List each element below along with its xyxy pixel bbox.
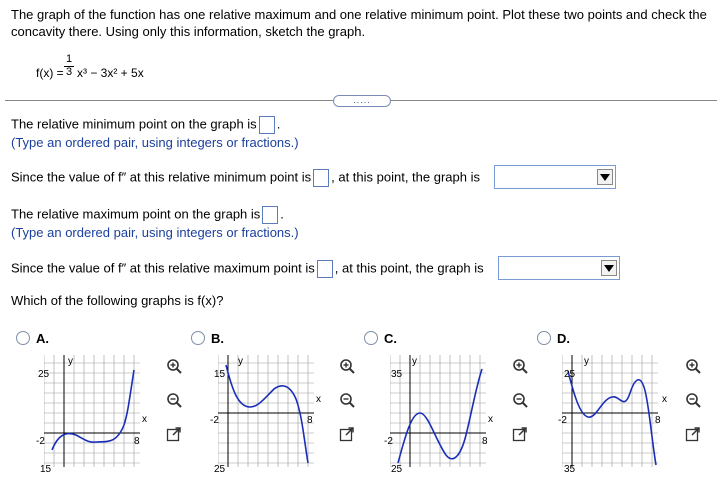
min-concavity-row <box>11 169 480 187</box>
grid <box>562 355 658 467</box>
min-point-hint: (Type an ordered pair, using integers or fractions.) <box>11 135 299 150</box>
graph-a-xleft: -2 <box>36 436 45 447</box>
graph-a-yaxis-label: y <box>68 356 73 367</box>
graph-c-ybottom: 25 <box>391 464 403 475</box>
min-concavity-dropdown[interactable] <box>494 165 616 189</box>
graph-c-yaxis-label: y <box>412 356 417 367</box>
min-point-row: The relative minimum point on the graph is . <box>11 116 280 134</box>
graph-d-popout-icon[interactable] <box>685 426 701 442</box>
option-b-label: B. <box>211 331 224 346</box>
option-c[interactable] <box>364 331 397 346</box>
graph-d-xleft: -2 <box>558 415 567 426</box>
graph-c-zoom-out-icon[interactable] <box>512 392 528 408</box>
graph-a-zoom-out-icon[interactable] <box>166 392 182 408</box>
graph-d <box>562 355 658 467</box>
graph-d-xright: 8 <box>655 415 661 426</box>
graph-c-ytop: 35 <box>391 369 403 380</box>
min-fpp-text: Since the value of f″ at this relative minimum point is <box>11 169 312 185</box>
min-point-text: The relative minimum point on the graph is <box>11 116 257 132</box>
max-point-row: The relative maximum point on the graph is . <box>11 206 284 224</box>
graph-c-zoom-in-icon[interactable] <box>512 358 528 374</box>
graph-c <box>390 355 486 467</box>
graph-d-zoom-in-icon[interactable] <box>685 358 701 374</box>
graph-b-zoom-in-icon[interactable] <box>339 358 355 374</box>
function-formula <box>36 53 236 86</box>
graph-d-zoom-out-icon[interactable] <box>685 392 701 408</box>
option-b[interactable] <box>191 331 224 346</box>
graph-b-zoom-out-icon[interactable] <box>339 392 355 408</box>
max-concavity-dropdown[interactable] <box>498 256 620 280</box>
radio-b[interactable] <box>191 331 205 345</box>
graph-b-xaxis-label: x <box>316 394 321 405</box>
graph-question: Which of the following graphs is f(x)? <box>11 293 224 308</box>
max-point-answer-box[interactable] <box>262 206 278 224</box>
graph-b-ybottom: 25 <box>214 464 226 475</box>
graph-a-xright: 8 <box>134 436 140 447</box>
min-point-answer-box[interactable] <box>259 116 275 134</box>
graph-a-ybottom: 15 <box>40 464 52 475</box>
prompt-line-1: The graph of the function has one relative maximum and one relative minimum point. Plot these two points and check the <box>11 7 707 22</box>
graph-d-yaxis-label: y <box>584 356 589 367</box>
curve <box>226 365 308 463</box>
radio-d[interactable] <box>537 331 551 345</box>
prompt-line-2: concavity there. Using only this information, sketch the graph. <box>11 24 366 39</box>
graph-a-xaxis-label: x <box>142 414 147 425</box>
formula-rest: x³ − 3x² + 5x <box>77 66 144 80</box>
min-fpp-answer-box[interactable] <box>313 169 329 187</box>
graph-d-ybottom: 35 <box>564 464 576 475</box>
question-prompt <box>11 6 711 40</box>
option-c-label: C. <box>384 331 397 346</box>
graph-c-xleft: -2 <box>384 436 393 447</box>
grid <box>44 355 140 467</box>
max-fpp-answer-box[interactable] <box>317 260 333 278</box>
graph-b-yaxis-label: y <box>238 356 243 367</box>
chevron-down-icon[interactable] <box>601 260 617 276</box>
graph-c-xaxis-label: x <box>488 414 493 425</box>
fraction-numerator: 1 <box>65 53 73 65</box>
max-point-hint: (Type an ordered pair, using integers or fractions.) <box>11 225 299 240</box>
radio-c[interactable] <box>364 331 378 345</box>
graph-b-ytop: 15 <box>214 369 226 380</box>
graph-a-zoom-in-icon[interactable] <box>166 358 182 374</box>
graph-a-popout-icon[interactable] <box>166 426 182 442</box>
radio-a[interactable] <box>16 331 30 345</box>
expand-button[interactable]: ..... <box>333 95 391 107</box>
chevron-down-icon[interactable] <box>597 169 613 185</box>
graph-d-xaxis-label: x <box>662 394 667 405</box>
max-fpp-text: Since the value of f″ at this relative maximum point is <box>11 260 315 276</box>
option-d[interactable] <box>537 331 570 346</box>
option-a[interactable] <box>16 331 49 346</box>
graph-b-xright: 8 <box>307 415 313 426</box>
fraction-denominator: 3 <box>65 66 73 78</box>
graph-b-xleft: -2 <box>210 415 219 426</box>
max-concavity-row <box>11 260 484 278</box>
graph-b <box>218 355 314 467</box>
graph-a-ytop: 25 <box>38 369 50 380</box>
formula-lhs: f(x) = <box>36 66 64 80</box>
formula-fraction <box>64 54 74 78</box>
option-d-label: D. <box>557 331 570 346</box>
graph-d-ytop: 25 <box>564 369 576 380</box>
option-a-label: A. <box>36 331 49 346</box>
min-concavity-text: , at this point, the graph is <box>331 169 480 185</box>
graph-b-popout-icon[interactable] <box>339 426 355 442</box>
graph-a <box>44 355 140 467</box>
graph-c-xright: 8 <box>482 436 488 447</box>
max-concavity-text: , at this point, the graph is <box>334 260 484 276</box>
max-point-text: The relative maximum point on the graph is <box>11 206 261 222</box>
graph-c-popout-icon[interactable] <box>512 426 528 442</box>
